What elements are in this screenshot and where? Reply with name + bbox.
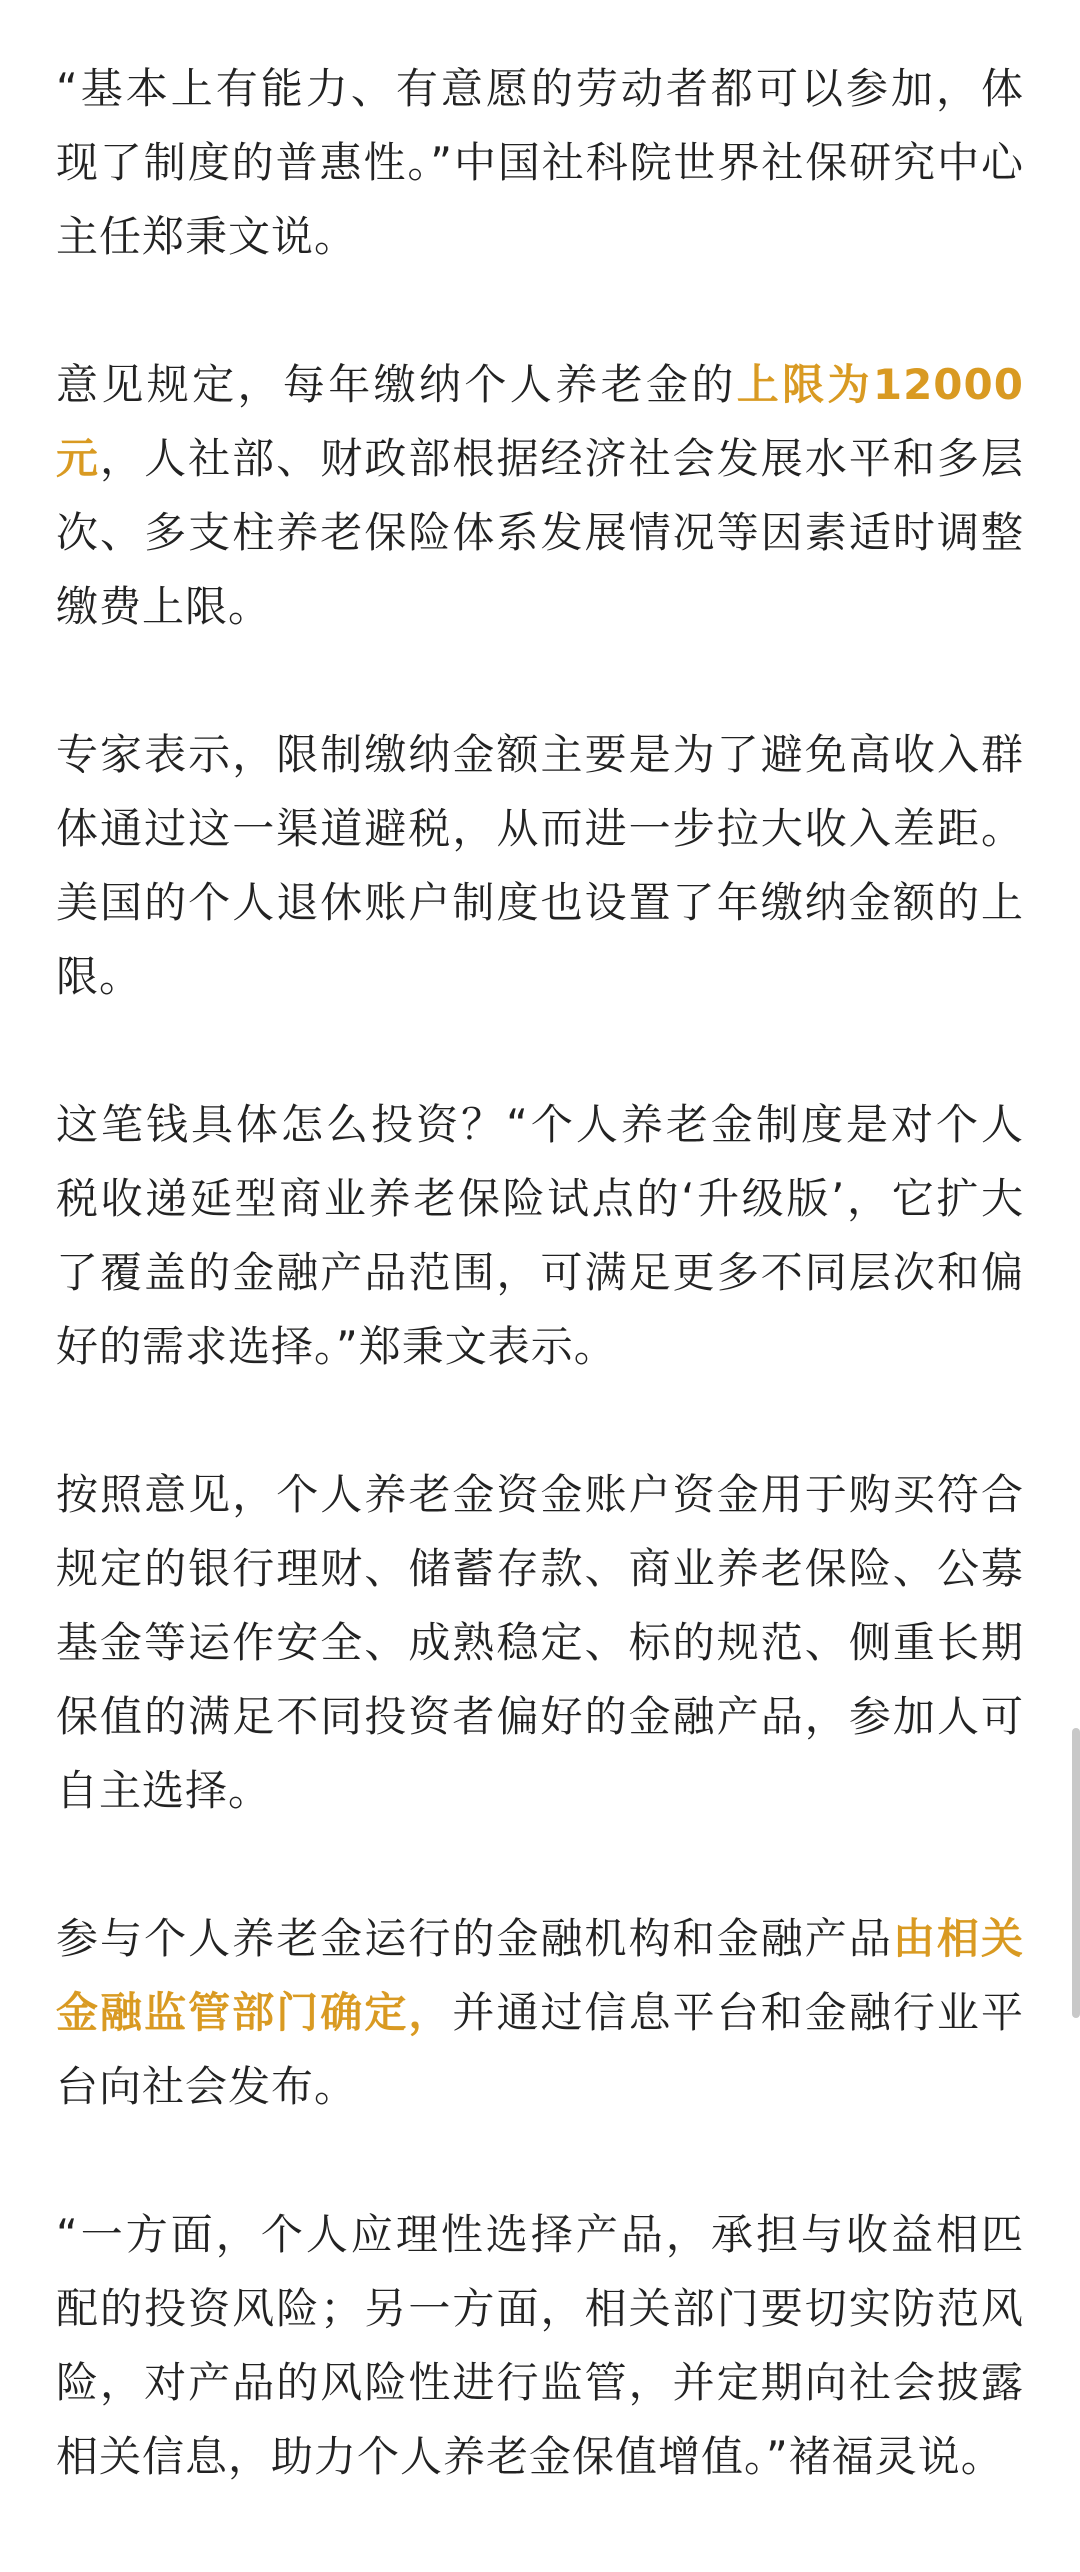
paragraph-text: “基本上有能力、有意愿的劳动者都可以参加，体现了制度的普惠性。”中国社科院世界社保研究中心主任郑秉文说。 [56, 64, 1024, 261]
paragraph [56, 1458, 1024, 1828]
paragraph [56, 1088, 1024, 1384]
paragraph-text: ，人社部、财政部根据经济社会发展水平和多层次、多支柱养老保险体系发展情况等因素适时调整缴费上限。 [56, 434, 1024, 631]
paragraph [56, 348, 1024, 644]
paragraph-text: 专家表示，限制缴纳金额主要是为了避免高收入群体通过这一渠道避税，从而进一步拉大收入差距。美国的个人退休账户制度也设置了年缴纳金额的上限。 [56, 730, 1024, 1001]
paragraph [56, 718, 1024, 1014]
highlighted-text: 上限为12000元 [56, 360, 1024, 483]
paragraph-text: 按照意见，个人养老金资金账户资金用于购买符合规定的银行理财、储蓄存款、商业养老保险、公募基金等运作安全、成熟稳定、标的规范、侧重长期保值的满足不同投资者偏好的金融产品，参加人可自主选择。 [56, 1470, 1024, 1815]
paragraph-text: 这笔钱具体怎么投资？“个人养老金制度是对个人税收递延型商业养老保险试点的‘升级版’，它扩大了覆盖的金融产品范围，可满足更多不同层次和偏好的需求选择。”郑秉文表示。 [56, 1100, 1024, 1371]
paragraph [56, 2198, 1024, 2494]
paragraph-text: “一方面，个人应理性选择产品，承担与收益相匹配的投资风险；另一方面，相关部门要切实防范风险，对产品的风险性进行监管，并定期向社会披露相关信息，助力个人养老金保值增值。”褚福灵说。 [56, 2210, 1024, 2481]
paragraph [56, 1902, 1024, 2124]
paragraph [56, 52, 1024, 274]
paragraph-text: 并通过信息平台和金融行业平台向社会发布。 [56, 1988, 1024, 2111]
paragraph-text: 意见规定，每年缴纳个人养老金的 [56, 360, 737, 409]
scrollbar-thumb[interactable] [1072, 1728, 1080, 2018]
highlighted-text: 由相关金融监管部门确定， [56, 1914, 1024, 2037]
paragraph-text: 参与个人养老金运行的金融机构和金融产品 [56, 1914, 893, 1963]
article-body [56, 52, 1024, 2494]
